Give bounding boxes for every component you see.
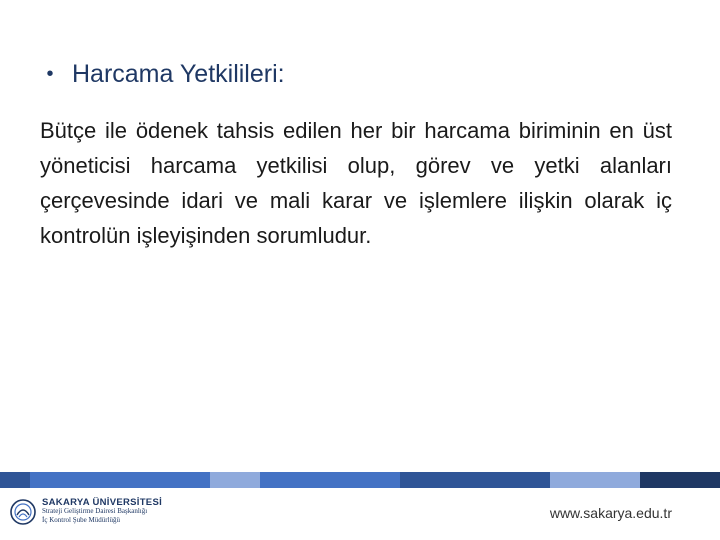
footer-bar-segment	[210, 472, 260, 488]
logo-subtitle-line1: Strateji Geliştirme Dairesi Başkanlığı	[42, 507, 148, 515]
logo-title: SAKARYA ÜNİVERSİTESİ	[42, 497, 163, 508]
logo-text	[42, 498, 162, 525]
heading-title: Harcama Yetkilileri:	[72, 60, 285, 88]
bullet-icon: •	[46, 63, 54, 85]
footer-bar-segment	[640, 472, 720, 488]
footer-url: www.sakarya.edu.tr	[549, 505, 672, 521]
sakarya-university-emblem-icon	[10, 499, 36, 525]
footer-bar-segment	[0, 472, 30, 488]
footer-bar-segment	[30, 472, 210, 488]
university-logo	[10, 498, 162, 525]
footer-bar-segment	[400, 472, 550, 488]
footer-bar-segment	[260, 472, 400, 488]
footer-bar-segment	[550, 472, 640, 488]
body-paragraph: Bütçe ile ödenek tahsis edilen her bir harcama biriminin en üst yöneticisi harcama yetkilisi olup, görev ve yetki alanları çerçevesinde idari ve mali karar ve işlemlere ilişkin olarak iç kontrolün işleyişinden sorumludur.	[40, 118, 672, 248]
logo-subtitle-line2: İç Kontrol Şube Müdürlüğü	[42, 516, 120, 524]
slide-heading	[40, 60, 285, 89]
footer-color-bar	[0, 472, 720, 488]
